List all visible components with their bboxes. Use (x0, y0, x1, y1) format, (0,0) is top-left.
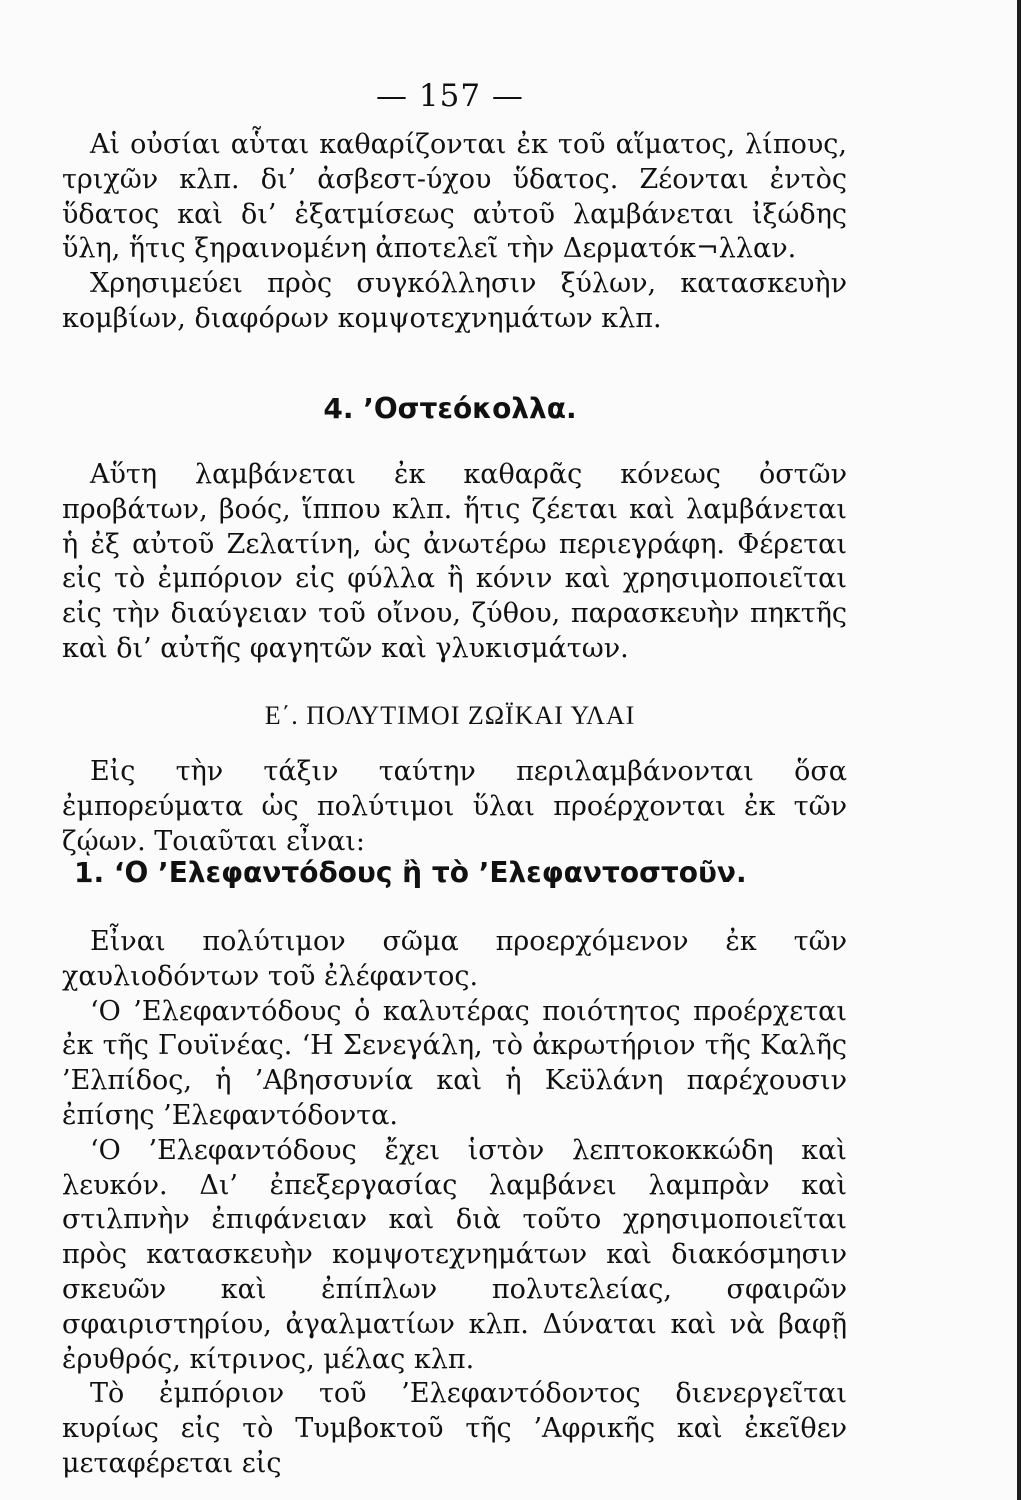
paragraph: Χρησιμεύει πρὸς συγκόλλησιν ξύλων, κατασκευὴν κομβίων, διαφόρων κομψοτεχνημάτων κλπ. (62, 268, 847, 334)
paragraph: Αἱ οὐσίαι αὗται καθαρίζονται ἐκ τοῦ αἵματος, λίπους, τριχῶν κλπ. δι’ ἀσβεστ-ύχου ὕδατος. Ζέονται ἐντὸς ὕδατος καὶ δι’ ἐξατμίσεως αὐτοῦ λαμβάνεται ἰξώδης ὕλη, ἥτις ξηραινομένη ἀποτελεῖ τὴν Δερματόκ¬λλαν. (62, 129, 847, 265)
section-heading-precious-animal-materials: Ε΄. ΠΟΛΥΤΙΜΟΙ ΖΩΪΚΑΙ ΥΛΑΙ (264, 701, 636, 730)
text-block-osteokolla (62, 458, 847, 667)
text-block-ivory (62, 925, 847, 1482)
heading-elephant-ivory: 1. ‘Ο ’Ελεφαντόδους ἢ τὸ ’Ελεφαντοστοῦν. (74, 856, 747, 889)
paragraph: Τὸ ἐμπόριον τοῦ ’Ελεφαντόδοντος διενεργεῖται κυρίως εἰς τὸ Τυμβοκτοῦ τῆς ’Αφρικῆς καὶ ἐκεῖθεν μεταφέρεται εἰς (62, 1378, 847, 1479)
text-block-dermatokolla (62, 128, 847, 337)
scan-edge (1017, 0, 1021, 1500)
heading-osteokolla: 4. ’Οστεόκολλα. (323, 392, 577, 425)
text-block-section-intro (62, 755, 847, 859)
paragraph: ‘Ο ’Ελεφαντόδους ἔχει ἱστὸν λεπτοκοκκώδη καὶ λευκόν. Δι’ ἐπεξεργασίας λαμβάνει λαμπρὰν καὶ στιλπνὴν ἐπιφάνειαν καὶ διὰ τοῦτο χρησιμοποιεῖται πρὸς κατασκευὴν κομψοτεχνημάτων καὶ διακόσμησιν σκευῶν καὶ ἐπίπλων πολυτελείας, σφαιρῶν σφαιριστηρίου, ἀγαλματίων κλπ. Δύναται καὶ νὰ βαφῇ ἐρυθρός, κίτρινος, μέλας κλπ. (62, 1134, 847, 1375)
paragraph: Εἰς τὴν τάξιν ταύτην περιλαμβάνονται ὅσα ἐμπορεύματα ὡς πολύτιμοι ὕλαι προέρχονται ἐκ τῶν ζῴων. Τοιαῦται εἶναι: (62, 756, 847, 857)
page-number: — 157 — (376, 78, 524, 114)
paragraph: Αὕτη λαμβάνεται ἐκ καθαρᾶς κόνεως ὀστῶν προβάτων, βοός, ἵππου κλπ. ἥτις ζέεται καὶ λαμβάνεται ἡ ἐξ αὐτοῦ Ζελατίνη, ὡς ἀνωτέρω περιεγράφη. Φέρεται εἰς τὸ ἐμπόριον εἰς φύλλα ἢ κόνιν καὶ χρησιμοποιεῖται εἰς τὴν διαύγειαν τοῦ οἴνου, ζύθου, παρασκευὴν πηκτῆς καὶ δι’ αὐτῆς φαγητῶν καὶ γλυκισμάτων. (62, 459, 847, 664)
paragraph: Εἶναι πολύτιμον σῶμα προερχόμενον ἐκ τῶν χαυλιοδόντων τοῦ ἐλέφαντος. (62, 926, 847, 992)
paragraph: ‘Ο ’Ελεφαντόδους ὁ καλυτέρας ποιότητος προέρχεται ἐκ τῆς Γουϊνέας. ‘Η Σενεγάλη, τὸ ἀκρωτήριον τῆς Καλῆς ’Ελπίδος, ἡ ’Αβησσυνία καὶ ἡ Κεϋλάνη παρέχουσιν ἐπίσης ’Ελεφαντόδοντα. (62, 995, 847, 1131)
